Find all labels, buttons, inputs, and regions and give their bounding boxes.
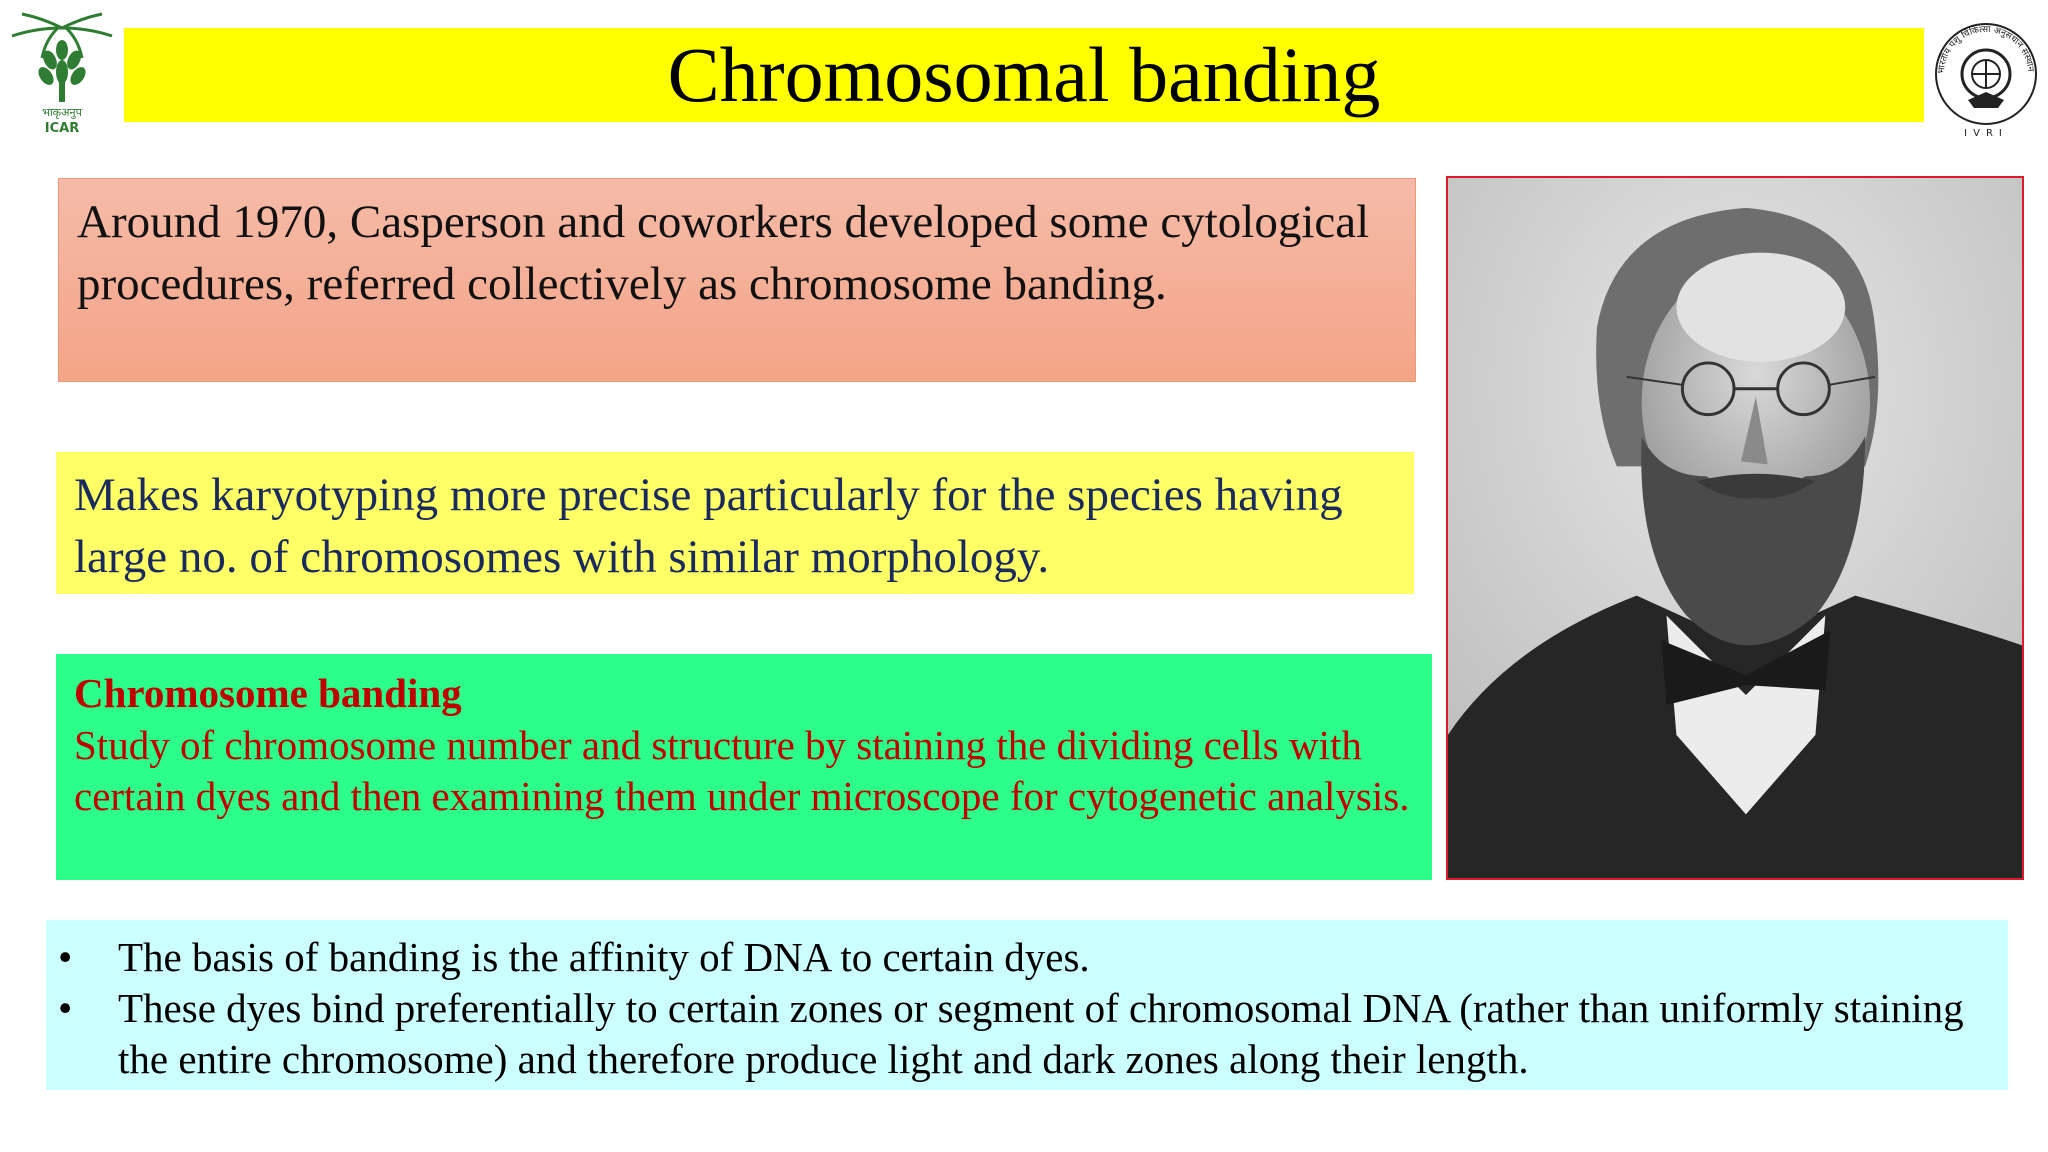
svg-text:IVRI: IVRI <box>1964 128 2008 139</box>
page-title: Chromosomal banding <box>667 31 1381 118</box>
svg-text:भारतीय पशु चिकित्सा अनुसंधान स: भारतीय पशु चिकित्सा अनुसंधान संस्थान <box>1936 24 2035 75</box>
title-bar <box>124 28 1924 122</box>
bullet-text: These dyes bind preferentially to certain zones or segment of chromosomal DNA (rather than uniformly staining the entire chromosome) and therefore produce light and dark zones along their length. <box>118 985 1964 1082</box>
karyotype-box <box>56 452 1414 594</box>
bullet-list <box>46 920 2008 1090</box>
icar-logo <box>2 8 122 136</box>
bullet-marker: • <box>58 985 73 1031</box>
definition-box <box>56 654 1432 880</box>
history-text: Around 1970, Casperson and coworkers developed some cytological procedures, referred collectively as chromosome banding. <box>77 196 1370 310</box>
history-box <box>58 178 1416 382</box>
icar-wheat-icon <box>2 8 122 136</box>
definition-body: Study of chromosome number and structure by staining the dividing cells with certain dyes and then examining them under microscope for cytogenetic analysis. <box>74 721 1410 819</box>
ivri-logo <box>1928 12 2044 142</box>
bearded-man-portrait-icon <box>1448 178 2022 878</box>
portrait-image <box>1446 176 2024 880</box>
ivri-emblem-icon <box>1928 12 2044 142</box>
list-item <box>46 932 2008 983</box>
karyotype-text: Makes karyotyping more precise particularly for the species having large no. of chromosomes with similar morphology. <box>74 469 1343 583</box>
definition-heading: Chromosome banding <box>74 670 462 716</box>
bullet-text: The basis of banding is the affinity of DNA to certain dyes. <box>118 934 1090 980</box>
bullet-marker: • <box>58 934 73 980</box>
svg-text:ICAR: ICAR <box>44 121 80 136</box>
svg-text:भाकृअनुप: भाकृअनुप <box>42 106 82 119</box>
list-item <box>46 983 2008 1085</box>
